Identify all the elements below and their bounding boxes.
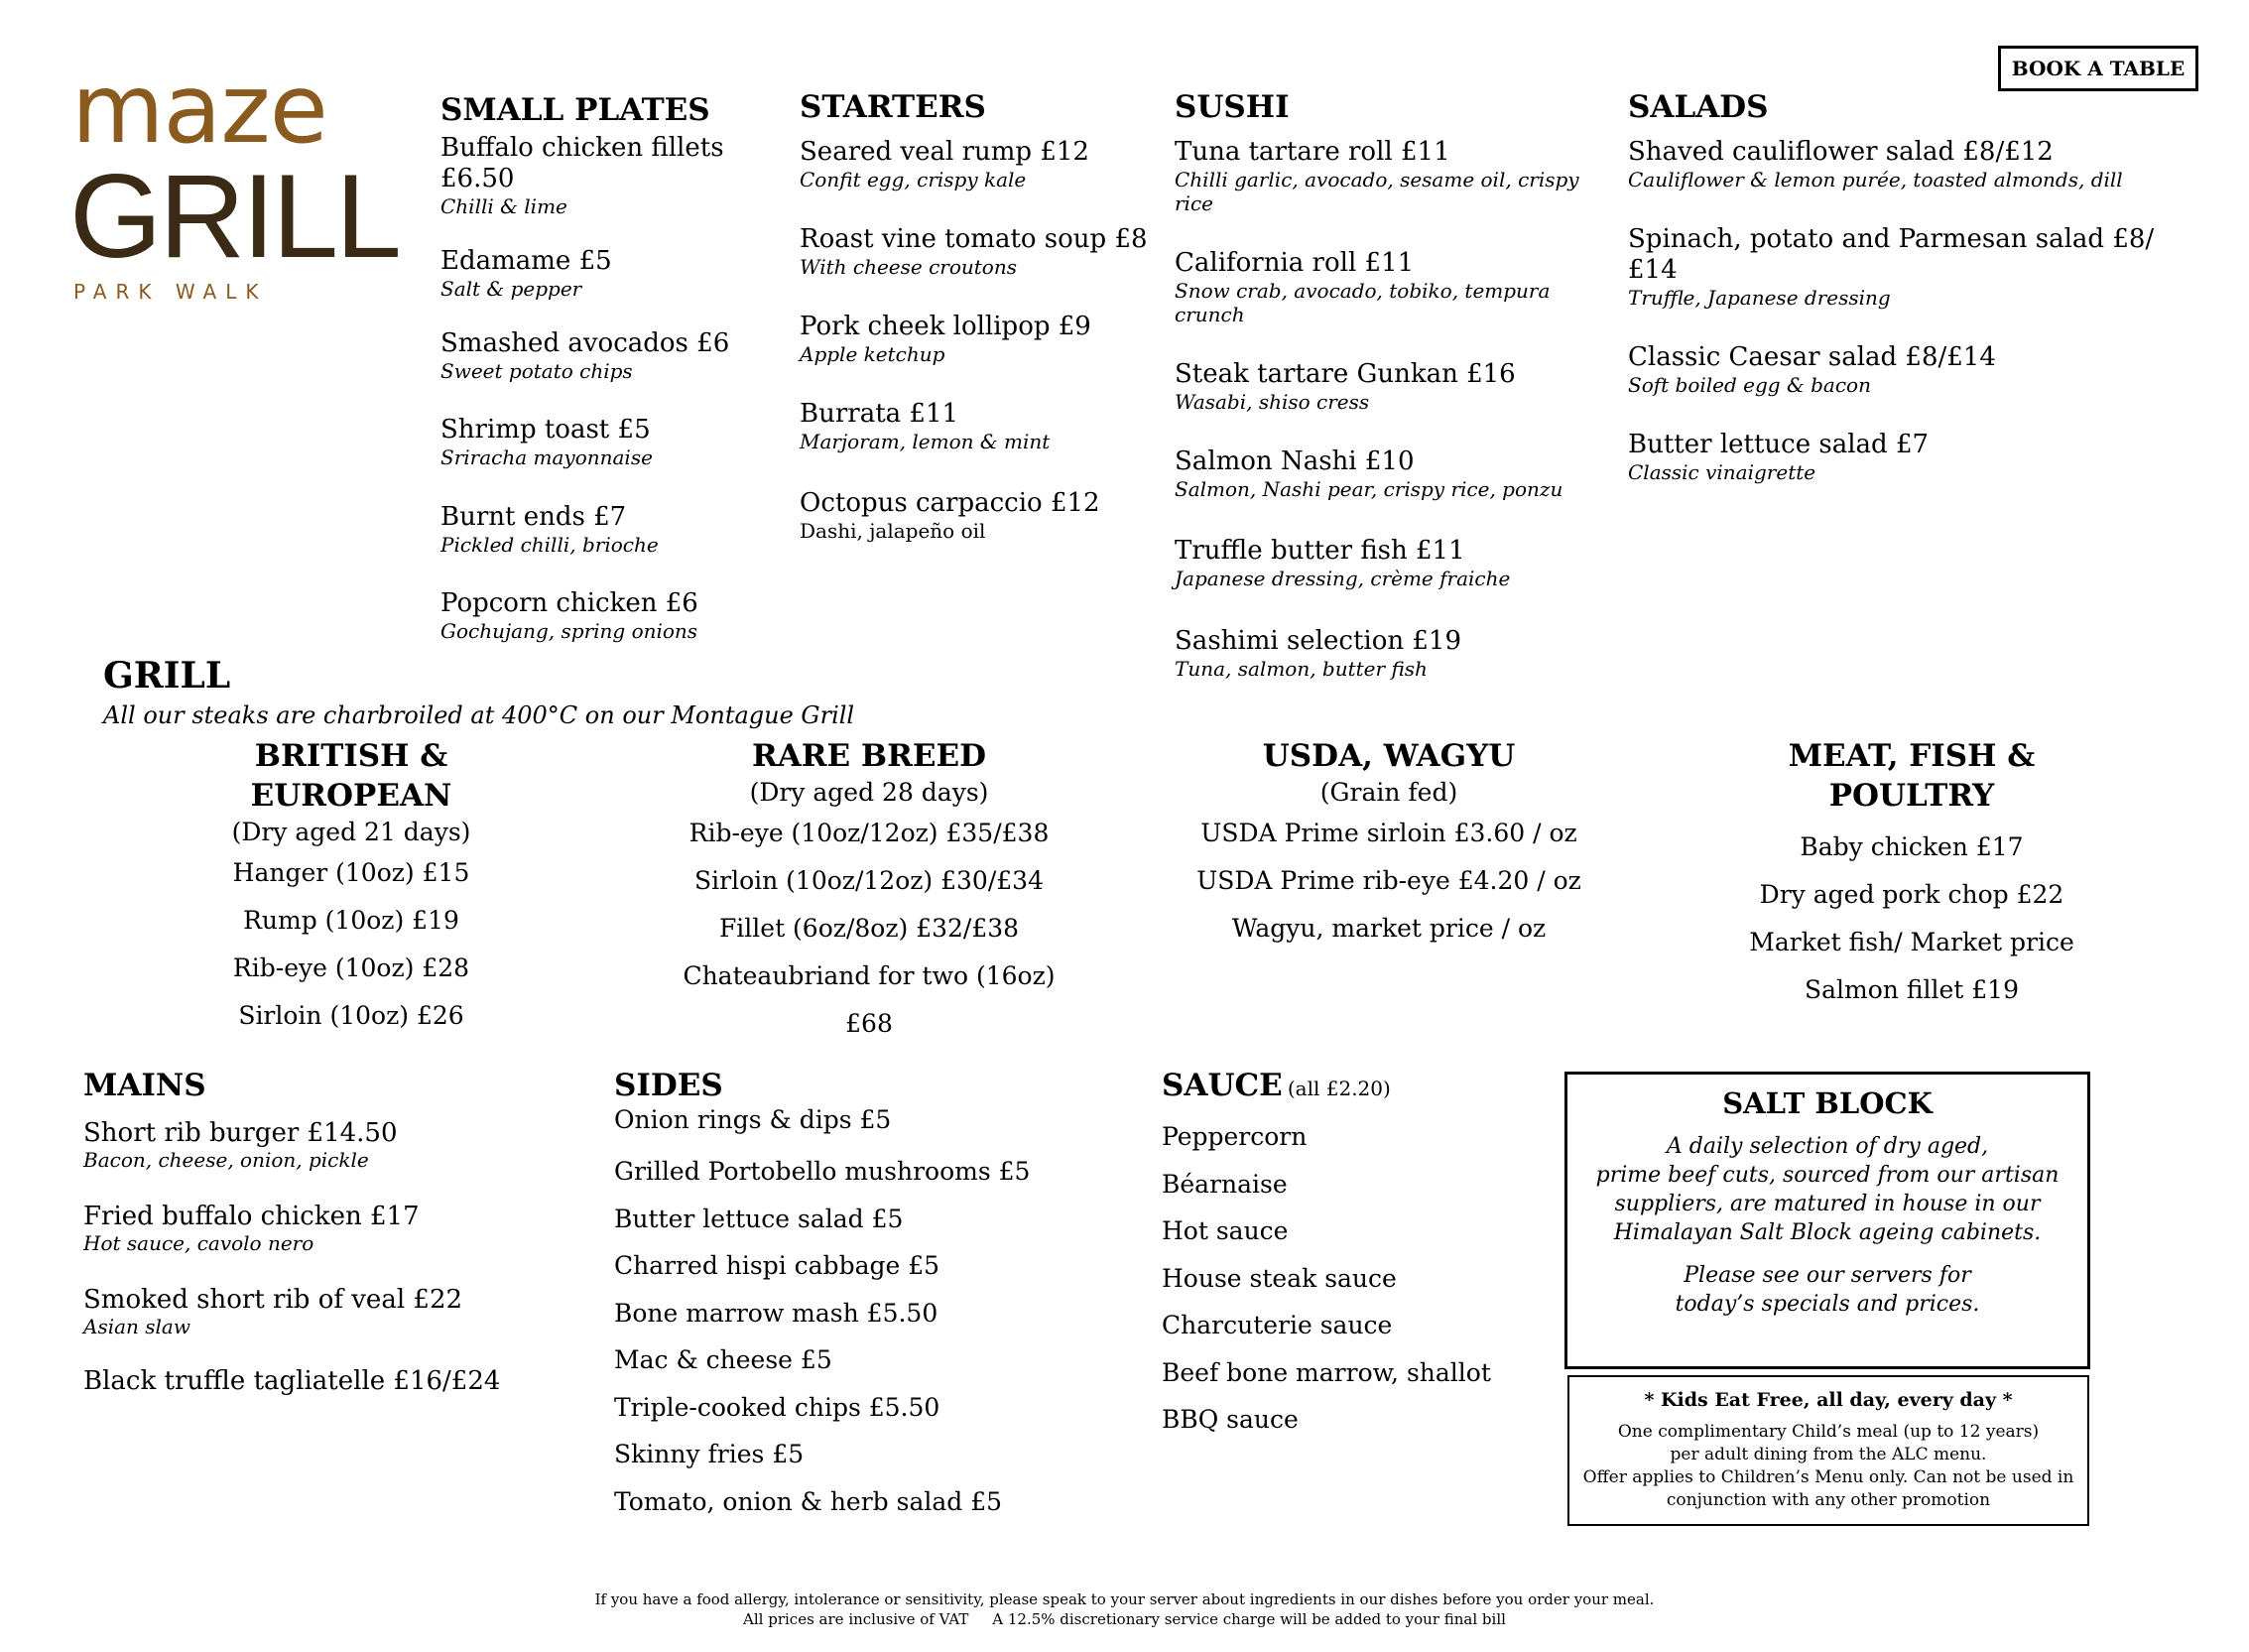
grill-item: Salmon fillet £19 [1804, 975, 2019, 1004]
section-title: SIDES [614, 1068, 723, 1103]
section-title: SALADS [1628, 89, 1769, 125]
side-item: Tomato, onion & herb salad £5 [614, 1486, 1003, 1516]
starters-section [800, 87, 1157, 572]
menu-item: Seared veal rump £12 Confit egg, crispy kale [800, 137, 1089, 191]
sauce-item: Beef bone marrow, shallot [1162, 1357, 1491, 1387]
grill-item: Wagyu, market price / oz [1231, 914, 1547, 943]
menu-item: Smoked short rib of veal £22 Asian slaw [83, 1285, 463, 1338]
logo-park-walk: PARK WALK [73, 280, 268, 304]
grill-item: Sirloin (10oz/12oz) £30/£34 [694, 866, 1044, 895]
menu-item: Pork cheek lollipop £9 Apple ketchup [800, 312, 1091, 366]
menu-item: Fried buffalo chicken £17 Hot sauce, cavolo nero [83, 1202, 420, 1255]
logo-grill: GRILL [69, 150, 399, 283]
grill-meat-column [1708, 736, 2115, 1014]
menu-item: Steak tartare Gunkan £16 Wasabi, shiso cress [1175, 359, 1516, 414]
menu-item: Tuna tartare roll £11 Chilli garlic, avocado, sesame oil, crispy rice [1175, 137, 1579, 215]
grill-column-sub: (Dry aged 28 days) [749, 778, 989, 807]
menu-item: Roast vine tomato soup £8 With cheese croutons [800, 224, 1148, 279]
salads-section [1628, 87, 2184, 514]
sauce-item: Charcuterie sauce [1162, 1311, 1393, 1339]
sauce-price-note: (all £2.20) [1287, 1077, 1391, 1100]
side-item: Skinny fries £5 [614, 1440, 805, 1468]
book-a-table-button[interactable]: BOOK A TABLE [1998, 46, 2198, 91]
section-title: STARTERS [800, 89, 986, 125]
grill-usda-column [1190, 736, 1587, 953]
menu-item: Short rib burger £14.50 Bacon, cheese, onion, pickle [83, 1118, 398, 1172]
menu-item: Octopus carpaccio £12 Dashi, jalapeño oil [800, 488, 1100, 543]
sushi-section [1175, 87, 1611, 710]
section-title: SAUCE [1162, 1068, 1283, 1103]
grill-item: USDA Prime sirloin £3.60 / oz [1200, 819, 1577, 847]
sauce-heading [1162, 1066, 1559, 1105]
side-item: Butter lettuce salad £5 [614, 1204, 904, 1233]
grill-british-column [153, 736, 550, 1040]
grill-item: Chateaubriand for two (16oz) £68 [683, 961, 1056, 1038]
grill-item: USDA Prime rib-eye £4.20 / oz [1196, 866, 1581, 895]
grill-rare-column [661, 736, 1077, 1048]
menu-item: Popcorn chicken £6 Gochujang, spring onions [440, 588, 698, 643]
menu-item: Black truffle tagliatelle £16/£24 [83, 1366, 501, 1396]
grill-column-title: RARE BREED [751, 738, 987, 774]
sauce-item: House steak sauce [1162, 1263, 1397, 1293]
side-item: Onion rings & dips £5 [614, 1105, 892, 1134]
menu-item: Truffle butter fish £11 Japanese dressing, crème fraiche [1175, 536, 1511, 590]
salt-block-title: SALT BLOCK [1722, 1086, 1933, 1120]
mains-section [83, 1066, 560, 1425]
sauce-item: Peppercorn [1162, 1122, 1308, 1151]
small-plates-section [440, 90, 798, 673]
section-title: SUSHI [1175, 89, 1290, 125]
menu-item: Burnt ends £7 Pickled chilli, brioche [440, 502, 659, 557]
grill-item: Dry aged pork chop £22 [1759, 880, 2064, 909]
grill-item: Hanger (10oz) £15 [232, 858, 470, 887]
menu-item: Shaved cauliflower salad £8/£12 Cauliflower & lemon purée, toasted almonds, dill [1628, 137, 2123, 191]
menu-item: Spinach, potato and Parmesan salad £8/£14 Truffle, Japanese dressing [1628, 224, 2155, 310]
sauce-item: Hot sauce [1162, 1216, 1289, 1245]
section-title: SMALL PLATES [440, 92, 710, 128]
side-item: Triple-cooked chips £5.50 [614, 1392, 940, 1422]
menu-item: Buffalo chicken fillets £6.50 Chilli & lime [440, 133, 724, 218]
logo-maze: maze [71, 54, 327, 165]
grill-subtitle: All our steaks are charbroiled at 400°C on our Montague Grill [103, 701, 855, 729]
section-title: MAINS [83, 1068, 206, 1103]
grill-item: Rib-eye (10oz/12oz) £35/£38 [688, 819, 1050, 847]
menu-item: Edamame £5 Salt & pepper [440, 246, 612, 301]
salt-block-note: Please see our servers for today’s specials and prices. [1675, 1263, 1980, 1317]
menu-item: Sashimi selection £19 Tuna, salmon, butter fish [1175, 626, 1461, 681]
kids-title: * Kids Eat Free, all day, every day * [1644, 1389, 2013, 1411]
grill-column-title: MEAT, FISH & POULTRY [1788, 738, 2036, 814]
grill-title: GRILL [103, 655, 231, 697]
grill-column-sub: (Dry aged 21 days) [231, 818, 471, 846]
sides-section [614, 1066, 1090, 1525]
grill-item: Rump (10oz) £19 [243, 906, 459, 935]
grill-column-title: BRITISH & EUROPEAN [250, 738, 452, 814]
footer-notice [0, 1589, 2249, 1629]
sauce-item: BBQ sauce [1162, 1405, 1299, 1434]
menu-item: Salmon Nashi £10 Salmon, Nashi pear, crispy rice, ponzu [1175, 446, 1563, 501]
kids-terms: One complimentary Child’s meal (up to 12 years) per adult dining from the ALC menu. Offer applies to Children’s Menu only. Can not be used in conjunction with any other promotion [1582, 1422, 2074, 1510]
grill-item: Rib-eye (10oz) £28 [232, 953, 470, 982]
menu-item: Butter lettuce salad £7 Classic vinaigrette [1628, 430, 1930, 484]
grill-column-title: USDA, WAGYU [1262, 738, 1516, 774]
grill-item: Sirloin (10oz) £26 [238, 1001, 464, 1030]
allergy-notice: If you have a food allergy, intolerance or sensitivity, please speak to your server about ingredients in our dishes before you order your meal. [594, 1590, 1655, 1608]
side-item: Mac & cheese £5 [614, 1345, 832, 1374]
grill-item: Fillet (6oz/8oz) £32/£38 [718, 914, 1020, 943]
kids-eat-free-box [1567, 1375, 2089, 1526]
menu-item: Shrimp toast £5 Sriracha mayonnaise [440, 415, 653, 469]
grill-item: Market fish/ Market price [1749, 928, 2074, 956]
sauce-section [1162, 1066, 1559, 1444]
menu-item: California roll £11 Snow crab, avocado, tobiko, tempura crunch [1175, 248, 1551, 326]
side-item: Bone marrow mash £5.50 [614, 1298, 938, 1328]
grill-column-sub: (Grain fed) [1319, 778, 1458, 807]
salt-block-box [1564, 1072, 2090, 1369]
side-item: Charred hispi cabbage £5 [614, 1251, 940, 1280]
menu-item: Burrata £11 Marjoram, lemon & mint [800, 399, 1051, 453]
menu-item: Classic Caesar salad £8/£14 Soft boiled egg & bacon [1628, 342, 1996, 397]
grill-item: Baby chicken £17 [1800, 832, 2024, 861]
vat-notice: All prices are inclusive of VAT A 12.5% discretionary service charge will be added to your final bill [743, 1610, 1506, 1628]
side-item: Grilled Portobello mushrooms £5 [614, 1157, 1031, 1186]
sauce-item: Béarnaise [1162, 1169, 1288, 1199]
salt-block-description: A daily selection of dry aged, prime beef cuts, sourced from our artisan suppliers, are matured in house in our Himalayan Salt Block ageing cabinets. [1595, 1134, 2060, 1245]
menu-item: Smashed avocados £6 Sweet potato chips [440, 328, 730, 383]
